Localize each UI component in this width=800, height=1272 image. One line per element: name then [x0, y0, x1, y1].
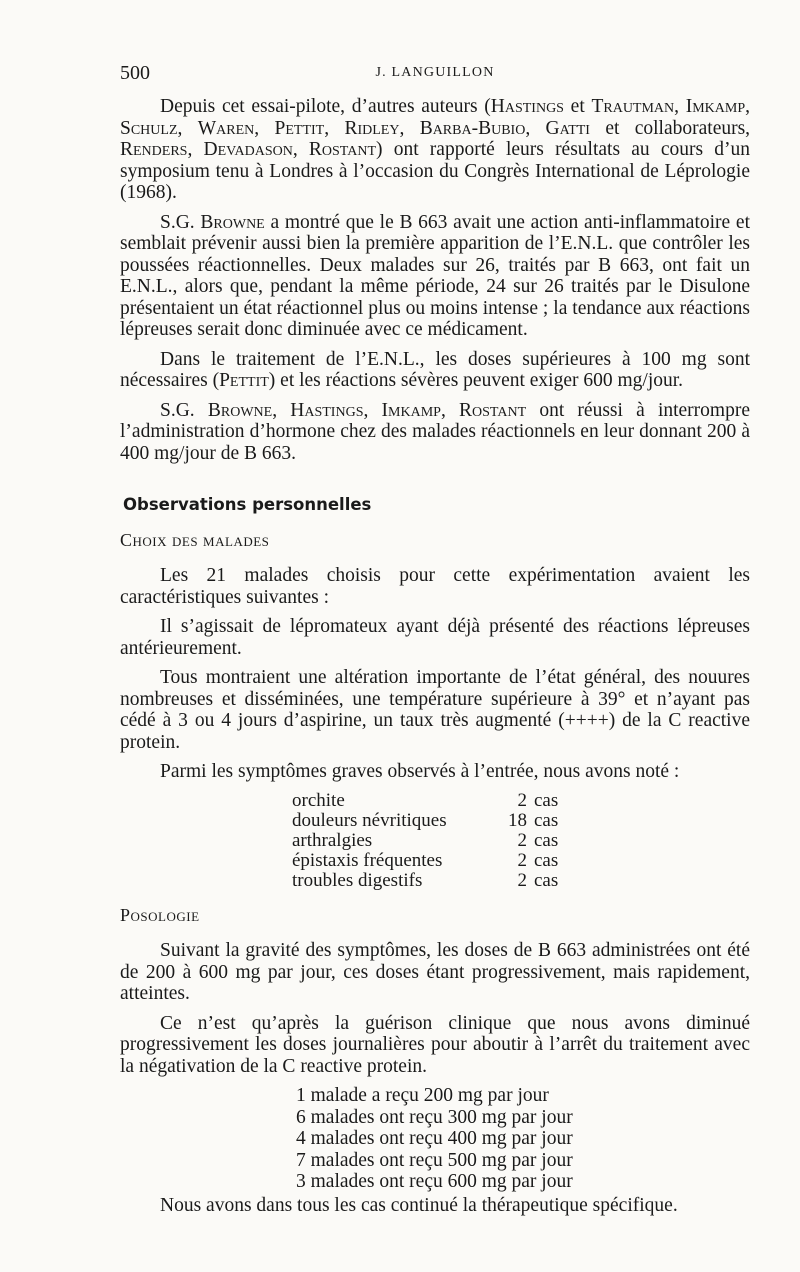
symptom-unit: cas — [534, 869, 559, 891]
text-run: S.G. — [160, 399, 208, 421]
intro-paragraph-3 — [120, 349, 750, 392]
author-name: Renders — [120, 139, 188, 160]
symptom-unit: cas — [534, 809, 559, 831]
text-run: , — [440, 399, 460, 421]
author-name: Schulz — [120, 117, 178, 139]
author-name: Gatti — [545, 117, 590, 139]
choix-paragraph-2: Il s’agissait de lépromateux ayant déjà présenté des réactions lépreuses antérieurement. — [120, 616, 750, 659]
page-number: 500 — [120, 62, 150, 84]
symptom-row — [292, 791, 558, 811]
symptom-unit: cas — [534, 789, 559, 811]
text-run: , — [177, 117, 198, 139]
author-name: Rostant — [459, 399, 527, 421]
author-name: Hastings — [290, 399, 364, 421]
symptoms-table — [292, 791, 558, 891]
choix-paragraph-1: Les 21 malades choisis pour cette expérimentation avaient les caractéristiques suivantes : — [120, 565, 750, 608]
posologie-paragraph-2: Ce n’est qu’après la guérison clinique que nous avons diminué progressivement les doses journalières pour aboutir à l’arrêt du traitement avec la négativation de la C reactive protein. — [120, 1012, 750, 1077]
author-name: Imkamp — [685, 96, 746, 117]
symptom-row — [292, 811, 558, 831]
text-run: , — [363, 399, 382, 421]
symptom-name: douleurs névritiques — [292, 809, 447, 831]
dose-line: 1 malade a reçu 200 mg par jour — [296, 1085, 549, 1106]
symptom-name: épistaxis fréquentes — [292, 849, 443, 871]
author-name: Barba-Bubio — [419, 117, 526, 139]
author-name: Devadason — [203, 139, 293, 160]
symptom-row — [292, 831, 558, 851]
subheading-choix-des-malades: Choix des malades — [120, 529, 270, 550]
symptom-row — [292, 851, 558, 871]
author-name: Pettit — [219, 370, 269, 391]
posologie-paragraph-3: Nous avons dans tous les cas continué la thérapeutique spécifique. — [160, 1194, 678, 1216]
symptom-name: troubles digestifs — [292, 869, 423, 891]
dose-line: 4 malades ont reçu 400 mg par jour — [296, 1128, 573, 1149]
author-name: Pettit — [274, 117, 325, 139]
body-text — [120, 96, 750, 1224]
subheading-posologie: Posologie — [120, 904, 200, 925]
choix-paragraph-3: Tous montraient une altération importante de l’état général, des nouures nombreuses et disséminées, une température supérieure à 39° et n’ayant pas cédé à 3 ou 4 jours d’aspirine, un taux très augmenté (++++) de la C reactive protein. — [120, 667, 750, 753]
running-head — [120, 62, 750, 86]
text-run: ) ont rapporté leurs résultats au cours d’un symposium tenu à Londres à l’occasion du Congrès International de Léprologie (1968). — [120, 139, 751, 203]
text-run: a montré que le B 663 avait une action anti-inflammatoire et semblait prévenir aussi bien la première apparition de l’E.N.L. que contrôler les poussées réactionnelles. Deux malades sur 26, traités par B 663, ont fait un E.N.L., alors que, pendant la même période, 24 sur 26 traités par le Disulone présentaient un état réactionnel plus ou moins intense ; la tendance aux réactions lépreuses serait donc diminuée avec ce médicament. — [120, 211, 750, 340]
author-name: Ridley — [344, 117, 400, 139]
symptom-unit: cas — [534, 849, 559, 871]
text-run: , — [525, 117, 546, 139]
symptom-count: 2 — [517, 829, 527, 851]
author-name: Trautman — [591, 96, 675, 117]
choix-paragraph-4: Parmi les symptômes graves observés à l’entrée, nous avons noté : — [160, 761, 680, 782]
text-run: , — [674, 96, 686, 117]
text-run: S.G. — [160, 211, 201, 233]
text-run: , — [324, 117, 345, 139]
symptom-count: 2 — [517, 869, 527, 891]
posologie-paragraph-1: Suivant la gravité des symptômes, les doses de B 663 administrées ont été de 200 à 600 mg par jour, ces doses étant progressivement, mais rapidement, atteintes. — [120, 940, 750, 1004]
dose-line: 7 malades ont reçu 500 mg par jour — [296, 1149, 573, 1171]
section-heading: Observations personnelles — [123, 495, 372, 514]
text-run: , — [187, 139, 204, 160]
text-run: et — [563, 96, 592, 117]
author-name: Waren — [197, 117, 255, 139]
text-run: , — [254, 117, 275, 139]
author-name: Browne — [200, 211, 265, 233]
text-run: , — [272, 399, 291, 421]
author-name: Browne — [207, 399, 273, 421]
text-run: , — [399, 117, 420, 139]
symptom-name: arthralgies — [292, 829, 373, 851]
symptom-count: 2 — [517, 789, 527, 811]
text-run: , — [745, 96, 751, 117]
symptom-unit: cas — [534, 829, 559, 851]
symptom-count: 2 — [517, 849, 527, 871]
text-run: et collaborateurs, — [589, 117, 751, 139]
intro-paragraph-4 — [120, 400, 750, 465]
author-name: Hastings — [490, 96, 564, 117]
author-name: Imkamp — [381, 399, 441, 421]
text-run: Dans le traitement de l’E.N.L., les doses supérieures à 100 mg sont nécessaires ( — [120, 348, 750, 391]
intro-paragraph-1 — [120, 96, 750, 204]
text-run: , — [292, 139, 309, 160]
running-title: J. LANGUILLON — [375, 65, 495, 80]
dose-list — [296, 1085, 750, 1193]
text-run: ont réussi à interrompre l’administration d’hormone chez des malades réactionnels en leur donnant 200 à 400 mg/jour de B 663. — [120, 399, 750, 464]
text-run: ) et les réactions sévères peuvent exiger 600 mg/jour. — [268, 370, 684, 391]
dose-line: 6 malades ont reçu 300 mg par jour — [296, 1106, 573, 1128]
dose-line: 3 malades ont reçu 600 mg par jour — [296, 1171, 573, 1192]
symptom-row — [292, 871, 558, 891]
author-name: Rostant — [308, 139, 377, 160]
symptom-name: orchite — [292, 789, 345, 811]
symptom-count: 18 — [508, 809, 527, 831]
text-run: Depuis cet essai-pilote, d’autres auteurs ( — [160, 96, 491, 117]
intro-paragraph-2 — [120, 212, 750, 341]
